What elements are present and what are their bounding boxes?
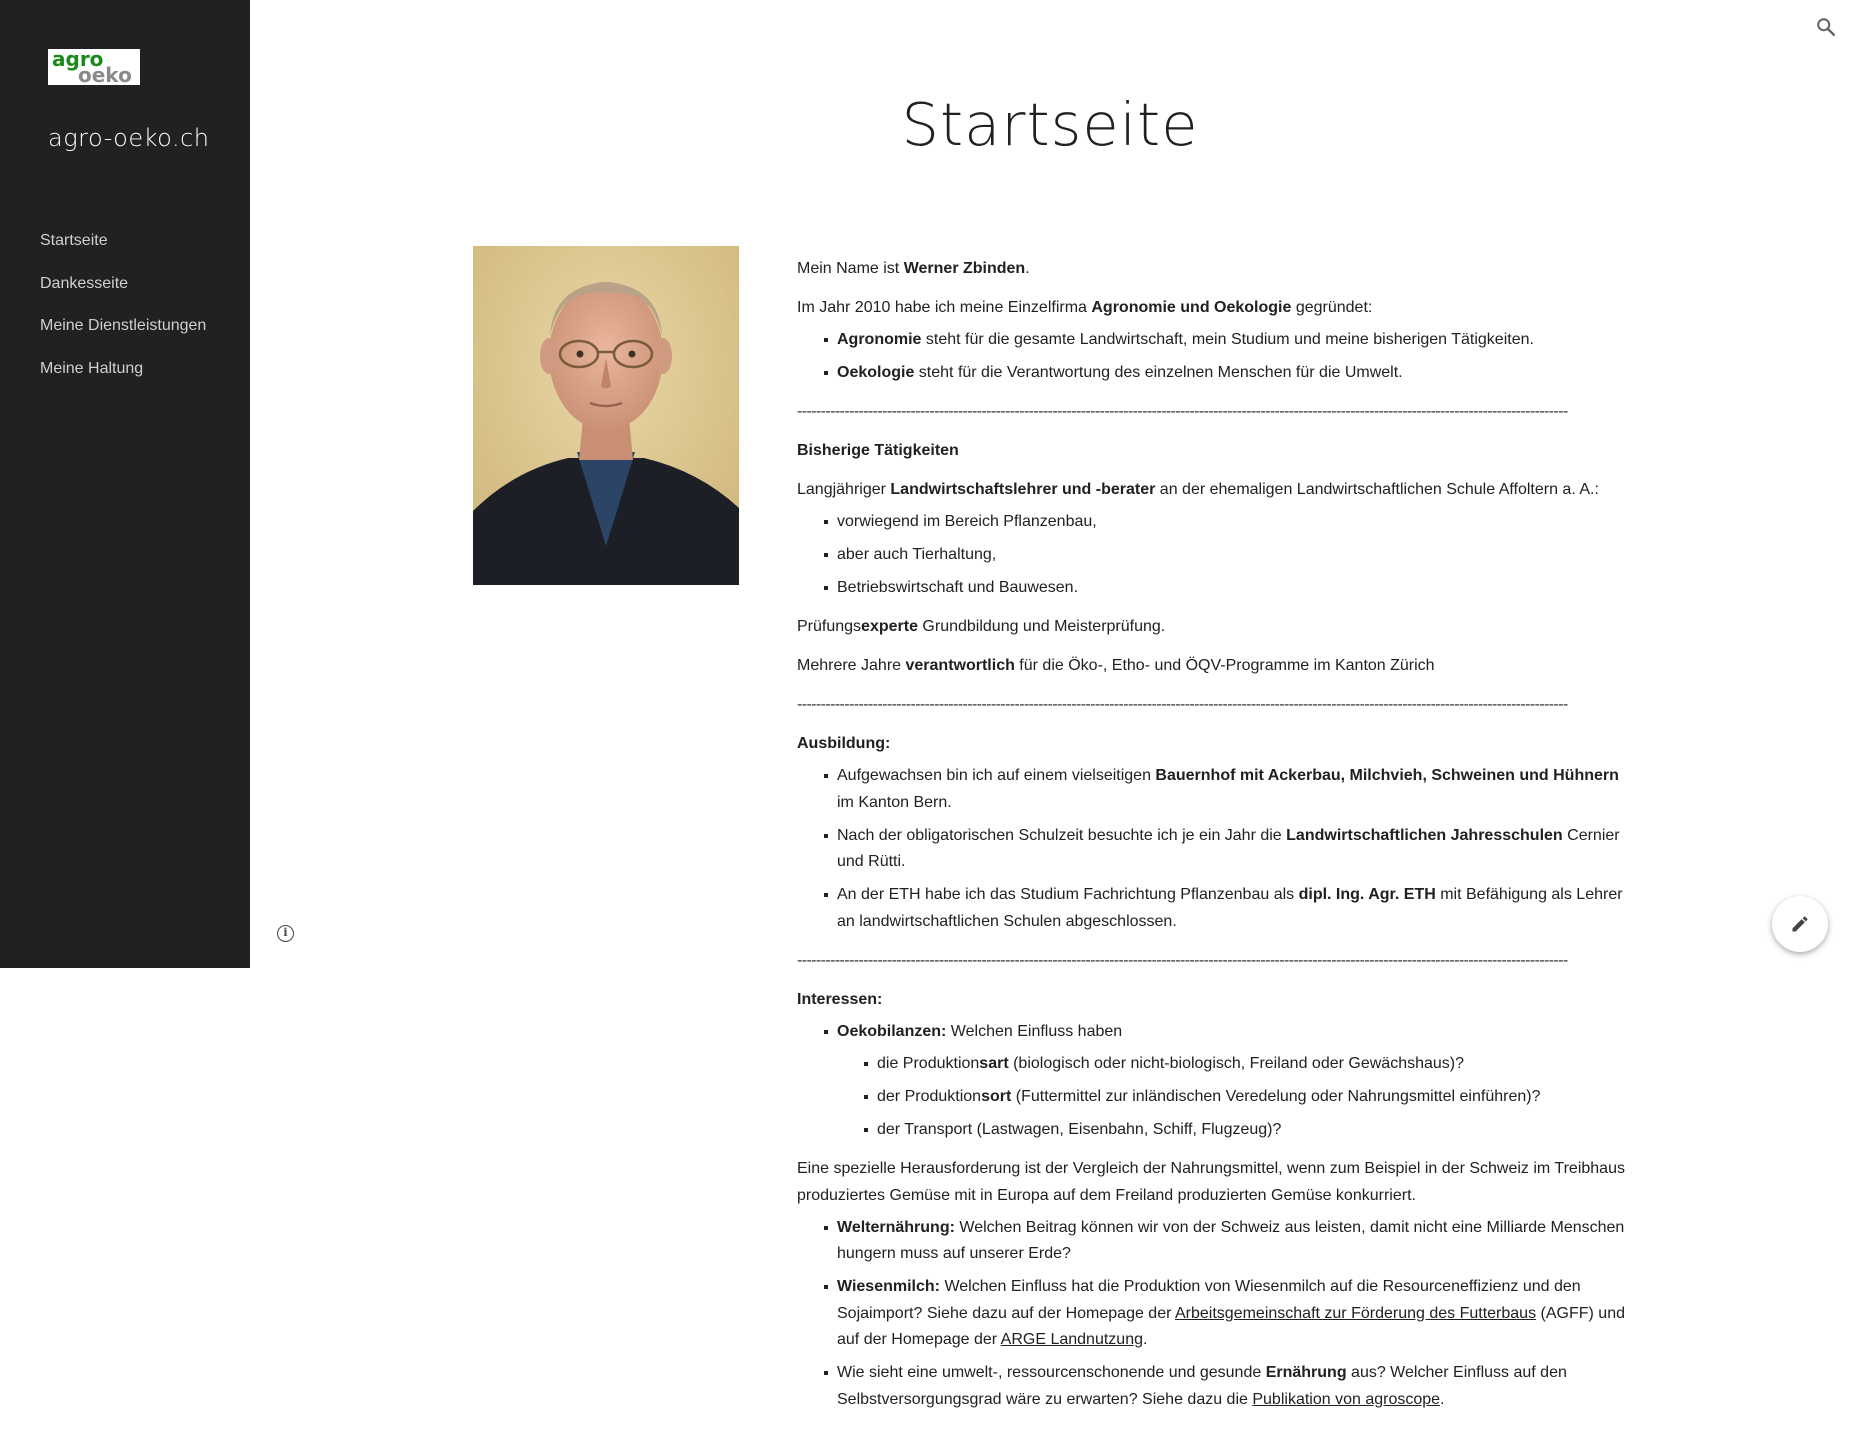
list-item: Oekologie steht für die Verantwortung des einzelnen Menschen für die Umwelt.	[797, 360, 1627, 387]
list-item: vorwiegend im Bereich Pflanzenbau,	[797, 509, 1627, 536]
separator-line: -------------------------------------------------------------------------------------------------------------------------------------------------------------------	[797, 403, 1568, 420]
list-item: Welternährung: Welchen Beitrag können wir von der Schweiz aus leisten, damit nicht eine Milliarde Menschen hungern muss auf unserer Erde?	[797, 1215, 1627, 1268]
intro-name: Mein Name ist Werner Zbinden.	[797, 260, 1030, 277]
list-item: Betriebswirtschaft und Bauwesen.	[797, 575, 1627, 602]
bisherige-list	[797, 509, 1627, 602]
list-item: aber auch Tierhaltung,	[797, 542, 1627, 569]
list-item: Nach der obligatorischen Schulzeit besuchte ich je ein Jahr die Landwirtschaftlichen Jahresschulen Cernier und Rütti.	[797, 823, 1627, 876]
main-content	[797, 256, 1627, 1426]
link-agroscope[interactable]: Publikation von agroscope	[1252, 1390, 1441, 1408]
info-icon[interactable]: i	[277, 925, 294, 942]
sidebar-nav	[40, 230, 206, 400]
section-heading-interessen: Interessen:	[797, 990, 883, 1008]
logo-text-agro: agro	[52, 47, 104, 71]
link-arge-landnutzung[interactable]: ARGE Landnutzung	[1000, 1331, 1143, 1348]
oekobilanz-sublist	[837, 1051, 1627, 1144]
list-item: Aufgewachsen bin ich auf einem vielseitigen Bauernhof mit Ackerbau, Milchvieh, Schweinen und Hühnern im Kanton Bern.	[797, 763, 1627, 816]
section-heading-bisherige: Bisherige Tätigkeiten	[797, 442, 959, 459]
list-item: die Produktionsart (biologisch oder nicht-biologisch, Freiland oder Gewächshaus)?	[837, 1051, 1627, 1078]
site-logo[interactable]	[48, 49, 140, 85]
nav-item-startseite[interactable]: Startseite	[40, 232, 108, 249]
list-item: der Produktionsort (Futtermittel zur inländischen Veredelung oder Nahrungsmittel einführen)?	[837, 1084, 1627, 1111]
nav-item-haltung[interactable]: Meine Haltung	[40, 359, 144, 377]
firm-list	[797, 327, 1627, 387]
page-title: Startseite	[901, 90, 1199, 159]
link-agff[interactable]: Arbeitsgemeinschaft zur Förderung des Futterbaus	[1175, 1304, 1537, 1322]
list-item: Wie sieht eine umwelt-, ressourcenschonende und gesunde Ernährung aus? Welcher Einfluss auf den Selbstversorgungsgrad wäre zu erwarten? Siehe dazu die Publikation von agroscope.	[797, 1360, 1627, 1413]
section-heading-ausbildung: Ausbildung:	[797, 735, 891, 752]
interessen-list	[797, 1019, 1627, 1144]
separator-line: -------------------------------------------------------------------------------------------------------------------------------------------------------------------	[797, 951, 1568, 969]
separator-line: -------------------------------------------------------------------------------------------------------------------------------------------------------------------	[797, 696, 1568, 713]
intro-firm: Im Jahr 2010 habe ich meine Einzelfirma Agronomie und Oekologie gegründet:	[797, 299, 1373, 316]
interessen-list-2	[797, 1215, 1627, 1414]
list-item: Agronomie steht für die gesamte Landwirtschaft, mein Studium und meine bisherigen Tätigkeiten.	[797, 327, 1627, 354]
bisherige-programme: Mehrere Jahre verantwortlich für die Öko-, Etho- und ÖQV-Programme im Kanton Zürich	[797, 657, 1435, 674]
list-item: An der ETH habe ich das Studium Fachrichtung Pflanzenbau als dipl. Ing. Agr. ETH mit Befähigung als Lehrer an landwirtschaftlichen Schulen abgeschlossen.	[797, 882, 1627, 935]
pencil-icon	[1790, 914, 1810, 934]
nav-item-dankesseite[interactable]: Dankesseite	[40, 274, 129, 292]
bisherige-experte: Prüfungsexperte Grundbildung und Meisterprüfung.	[797, 618, 1166, 635]
interessen-challenge: Eine spezielle Herausforderung ist der Vergleich der Nahrungsmittel, wenn zum Beispiel in der Schweiz im Treibhaus produziertes Gemüse mit in Europa auf dem Freiland produzierten Gemüse konkurriert.	[797, 1160, 1625, 1204]
list-item: Oekobilanzen: Welchen Einfluss haben die Produktionsart (biologisch oder nicht-biologisch, Freiland oder Gewächshaus)? der Produktionsort (Futtermittel zur inländischen Veredelung oder Nahrungsmittel einführen)? der Transport (Lastwagen, Eisenbahn, Schiff, Flugzeug)?	[797, 1019, 1627, 1144]
bisherige-teacher: Langjähriger Landwirtschaftslehrer und -berater an der ehemaligen Landwirtschaftlichen Schule Affoltern a. A.:	[797, 481, 1599, 498]
search-icon[interactable]	[1815, 16, 1837, 38]
sidebar	[0, 0, 250, 968]
site-title[interactable]: agro-oeko.ch	[48, 124, 210, 152]
ausbildung-list	[797, 763, 1627, 935]
portrait-photo	[473, 246, 739, 585]
nav-item-dienstleistungen[interactable]: Meine Dienstleistungen	[40, 317, 207, 334]
logo-text-oeko: oeko	[78, 62, 132, 87]
list-item: der Transport (Lastwagen, Eisenbahn, Schiff, Flugzeug)?	[837, 1117, 1627, 1144]
list-item: Wiesenmilch: Welchen Einfluss hat die Produktion von Wiesenmilch auf die Resourceneffizienz und den Sojaimport? Siehe dazu auf der Homepage der Arbeitsgemeinschaft zur Förderung des Futterbaus (AGFF) und auf der Homepage der ARGE Landnutzung.	[797, 1274, 1627, 1354]
edit-button[interactable]	[1772, 896, 1828, 952]
